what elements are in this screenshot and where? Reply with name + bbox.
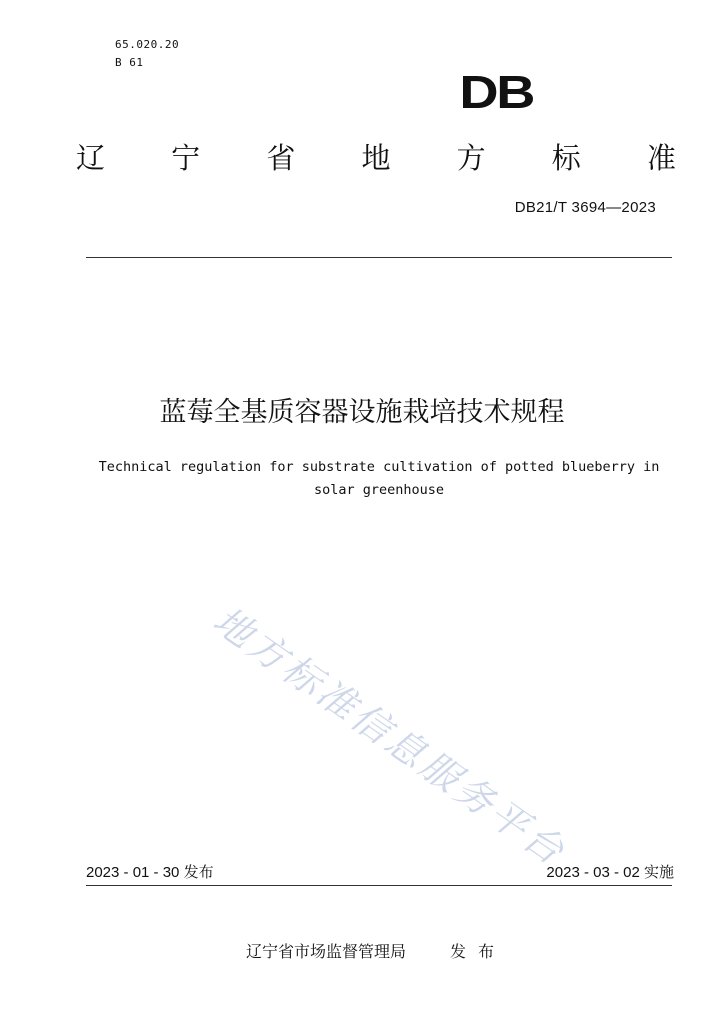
db-logo [456,66,536,118]
implementation-date: 2023 - 03 - 02 实施 [546,864,674,881]
standard-category-char: 地 [361,141,391,175]
issuing-authority: 辽宁省市场监督管理局 [246,942,407,961]
standard-category-char: 辽 [76,141,106,175]
footer-divider [86,885,672,886]
standard-category-char: 准 [646,141,676,175]
standard-category-char: 方 [456,141,486,175]
document-title-english: Technical regulation for substrate cultivation of potted blueberry in solar greenhouse [98,459,660,498]
standard-category-char: 宁 [171,141,201,175]
ccs-code: B 61 [115,56,144,69]
standard-category-title [76,138,676,178]
watermark: 地方标准信息服务平台 [205,597,575,875]
standard-category-char: 省 [266,141,296,175]
standard-category-char: 标 [551,141,581,175]
standard-number: DB21/T 3694—2023 [514,199,656,216]
header-divider [86,257,672,258]
db-logo-text: DB [459,66,533,118]
document-title-chinese: 蓝莓全基质容器设施栽培技术规程 [159,397,565,428]
release-date: 2023 - 01 - 30 发布 [86,864,214,881]
ics-code: 65.020.20 [115,38,180,51]
issue-label: 发布 [450,942,507,961]
